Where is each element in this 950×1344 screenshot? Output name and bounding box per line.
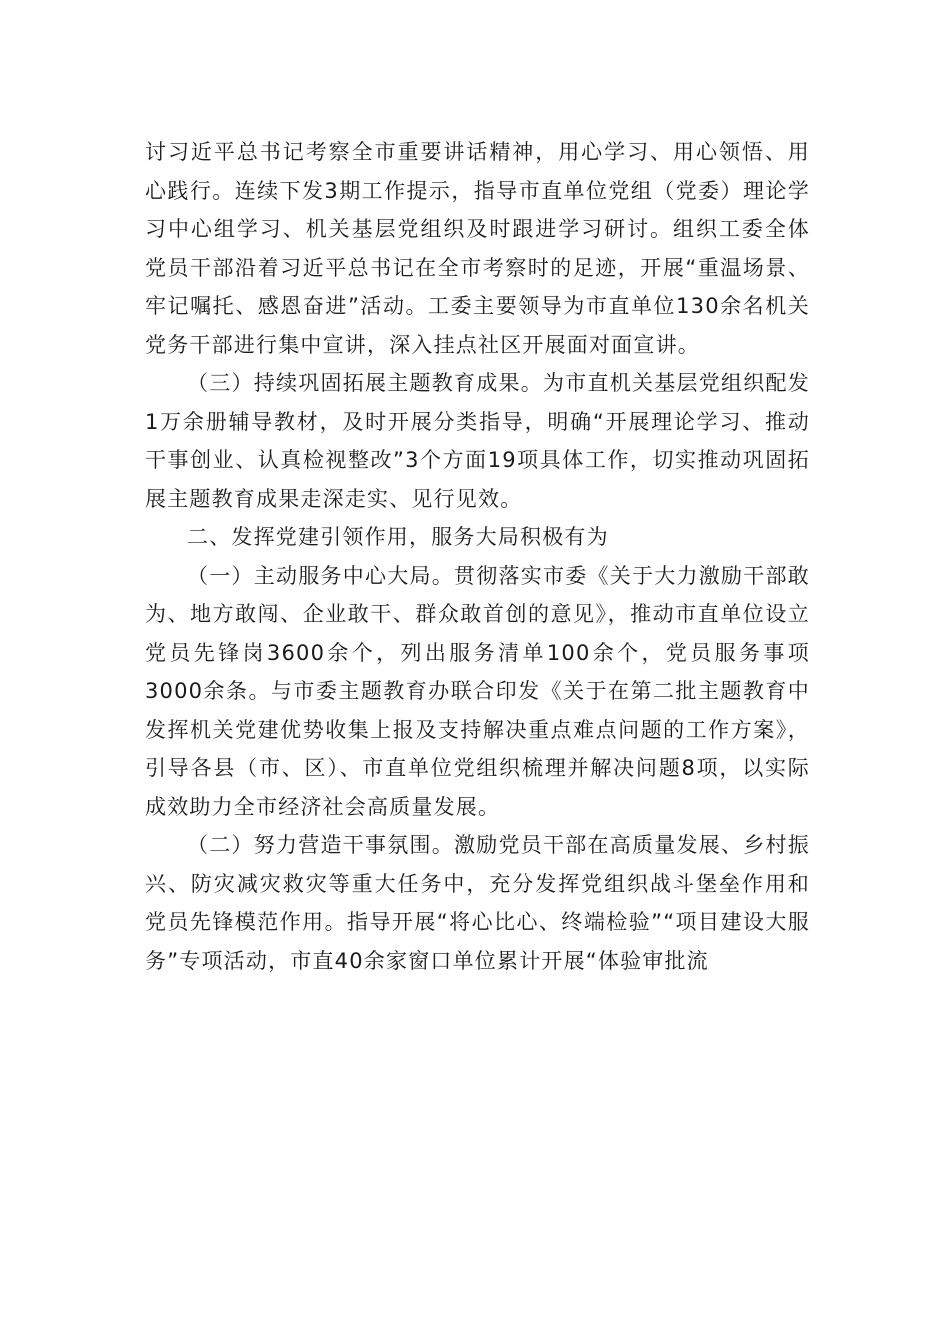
- section-heading: 二、发挥党建引领作用，服务大局积极有为: [187, 525, 609, 549]
- paragraph-1: 讨习近平总书记考察全市重要讲话精神，用心学习、用心领悟、用心践行。连续下发3期工作提示，指导市直单位党组（党委）理论学习中心组学习、机关基层党组织及时跟进学习研讨。组织工委全体党员干部沿着习近平总书记在全市考察时的足迹，开展“重温场景、牢记嘱托、感恩奋进”活动。工委主要领导为市直单位130余名机关党务干部进行集中宣讲，深入挂点社区开展面对面宣讲。: [145, 140, 810, 357]
- paragraph-4: （二）努力营造干事氛围。激励党员干部在高质量发展、乡村振兴、防灾减灾救灾等重大任务中，充分发挥党组织战斗堡垒作用和党员先锋模范作用。指导开展“将心比心、终端检验”“项目建设大服务”专项活动，市直40余家窗口单位累计开展“体验审批流: [145, 833, 810, 973]
- paragraph-2: （三）持续巩固拓展主题教育成果。为市直机关基层党组织配发1万余册辅导教材，及时开展分类指导，明确“开展理论学习、推动干事创业、认真检视整改”3个方面19项具体工作，切实推动巩固拓展主题教育成果走深走实、见行见效。: [145, 371, 810, 511]
- paragraph-3: （一）主动服务中心大局。贯彻落实市委《关于大力激励干部敢为、地方敢闯、企业敢干、群众敢首创的意见》，推动市直单位设立党员先锋岗3600余个，列出服务清单100余个，党员服务事项3000余条。与市委主题教育办联合印发《关于在第二批主题教育中发挥机关党建优势收集上报及支持解决重点难点问题的工作方案》，引导各县（市、区）、市直单位党组织梳理并解决问题8项，以实际成效助力全市经济社会高质量发展。: [145, 563, 810, 819]
- document-body: [145, 133, 810, 980]
